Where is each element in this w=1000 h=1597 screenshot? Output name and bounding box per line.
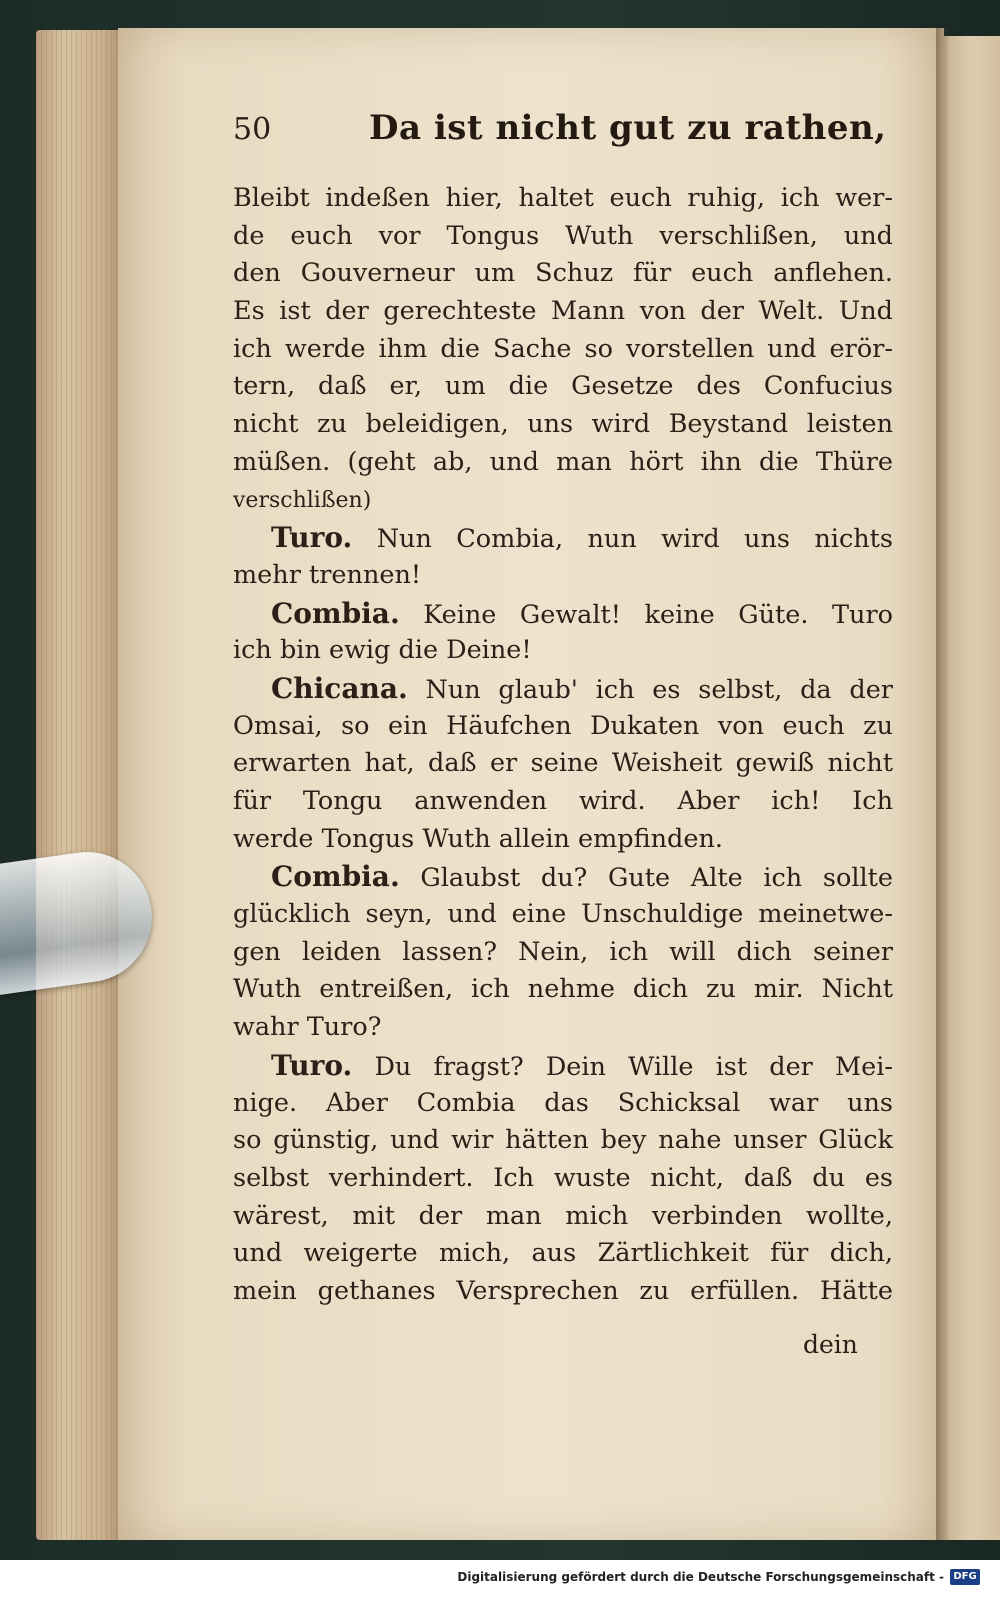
text-line: wärest, mit der man mich verbinden wollte, [233,1200,893,1231]
stage-direction: verschlißen) [233,487,372,513]
text-line: mehr trennen! [233,559,422,590]
dfg-logo: DFG [950,1569,980,1585]
running-head: Da ist nicht gut zu rathen, [369,108,887,148]
text-line: und weigerte mich, aus Zärtlichkeit für dich, [233,1238,893,1269]
text-line: gen leiden lassen? Nein, ich will dich seiner [233,936,893,967]
speaker-name: Turo. [271,1048,353,1082]
text-line: erwarten hat, daß er seine Weisheit gewiß nicht [233,748,893,779]
text-line: ich bin ewig die Deine! [233,635,532,666]
text-line: wahr Turo? [233,1012,382,1043]
line-text: Nun glaub' ich es selbst, da der [425,674,893,705]
text-line: de euch vor Tongus Wuth verschlißen, und [233,220,893,251]
body-text [233,180,893,1311]
page-edge-lines [36,30,128,1540]
facing-page [944,36,1000,1540]
speaker-name: Turo. [271,521,353,555]
book-page-edges [36,30,128,1540]
line-text: Nun Combia, nun wird uns nichts [376,524,893,555]
text-line: mein gethanes Versprechen zu erfüllen. Hätte [233,1275,893,1306]
line-text: Keine Gewalt! keine Güte. Turo [423,599,893,630]
catchword: dein [803,1330,858,1359]
dialogue-line [233,519,893,557]
text-line: Wuth entreißen, ich nehme dich zu mir. Nicht [233,974,893,1005]
line-text: Glaubst du? Gute Alte ich sollte [420,863,893,894]
dialogue-line [233,858,893,896]
dialogue-line [233,595,893,633]
line-text: Du fragst? Dein Wille ist der Mei- [374,1051,893,1082]
text-line: nicht zu beleidigen, uns wird Beystand leisten [233,409,893,440]
text-line: Omsai, so ein Häufchen Dukaten von euch zu [233,710,893,741]
text-line: Bleibt indeßen hier, haltet euch ruhig, ich wer- [233,183,893,213]
text-line: tern, daß er, um die Gesetze des Confucius [233,371,893,402]
text-line: ich werde ihm die Sache so vorstellen und erör- [233,333,893,364]
text-line: den Gouverneur um Schuz für euch anflehen. [233,258,893,289]
text-line: werde Tongus Wuth allein empfinden. [233,823,724,854]
text-line: so günstig, und wir hätten bey nahe unser Glück [233,1125,893,1156]
speaker-name: Chicana. [271,671,408,705]
speaker-name: Combia. [271,596,400,630]
page-gutter-shadow [936,28,950,1540]
text-line: für Tongu anwenden wird. Aber ich! Ich [233,786,893,816]
page-number: 50 [233,112,272,147]
footer-bar [0,1560,1000,1597]
page-header [233,108,893,168]
text-line: selbst verhindert. Ich wuste nicht, daß du es [233,1162,893,1193]
speaker-name: Combia. [271,860,400,894]
dialogue-line [233,670,893,708]
text-line: glücklich seyn, und eine Unschuldige meinetwe- [233,899,893,930]
text-line: Es ist der gerechteste Mann von der Welt. Und [233,296,893,327]
funding-credit: Digitalisierung gefördert durch die Deutsche Forschungsgemeinschaft - [457,1570,944,1584]
text-line: nige. Aber Combia das Schicksal war uns [233,1087,893,1118]
text-line: müßen. (geht ab, und man hört ihn die Thüre [233,446,893,477]
dialogue-line [233,1047,893,1085]
